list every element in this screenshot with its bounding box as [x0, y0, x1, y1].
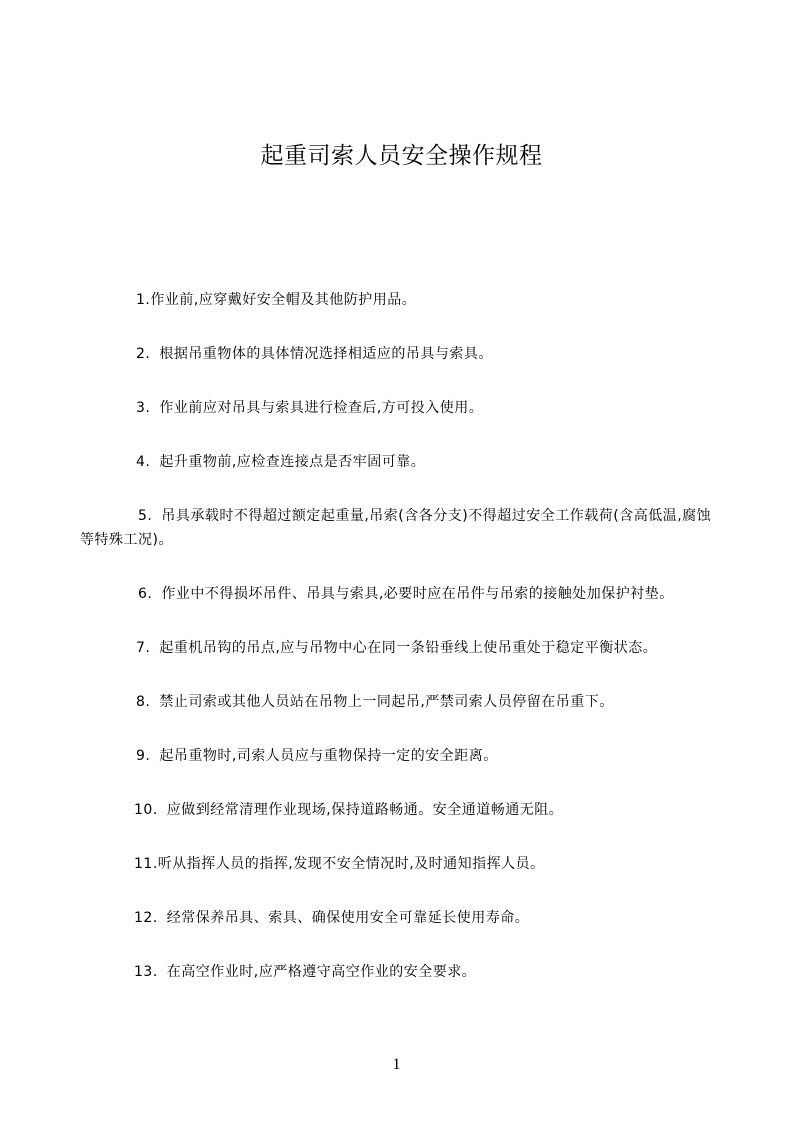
rule-text: 起升重物前,应检查连接点是否牢固可靠。 [159, 454, 426, 470]
rule-number: 13. [134, 964, 158, 980]
rule-number: 3. [136, 400, 151, 416]
rule-item-11 [80, 852, 718, 876]
rule-number: 9. [136, 748, 151, 764]
rule-item-4 [80, 450, 718, 474]
rule-item-10 [80, 798, 718, 822]
page-number: 1 [392, 1056, 401, 1073]
rule-number: 8. [136, 694, 151, 710]
rule-item-8 [80, 690, 718, 714]
rule-text: 根据吊重物体的具体情况选择相适应的吊具与索具。 [159, 346, 493, 362]
rule-item-12 [80, 906, 718, 930]
rule-text: 起吊重物时,司索人员应与重物保持一定的安全距离。 [159, 748, 498, 764]
rule-text: 应做到经常清理作业现场,保持道路畅通。安全通道畅通无阻。 [166, 802, 564, 818]
rule-item-5 [80, 504, 718, 552]
rule-item-6 [80, 582, 718, 606]
rule-number: 11. [134, 856, 158, 872]
rule-text: 经常保养吊具、索具、确保使用安全可靠延长使用寿命。 [166, 910, 530, 926]
rule-number: 4. [136, 454, 151, 470]
rule-text: 吊具承载时不得超过额定起重量,吊索(含各分支)不得超过安全工作载荷(含高低温,腐蚀等特殊工况)。 [80, 508, 712, 548]
document-title: 起重司索人员安全操作规程 [260, 143, 543, 169]
rule-number: 7. [136, 640, 151, 656]
rule-item-9 [80, 744, 718, 768]
rule-text: 作业前应对吊具与索具进行检查后,方可投入使用。 [159, 400, 484, 416]
rule-text: 作业中不得损坏吊件、吊具与索具,必要时应在吊件与吊索的接触处加保护衬垫。 [161, 586, 674, 602]
rule-item-3 [80, 396, 718, 420]
rule-item-2 [80, 342, 718, 366]
rule-text: 禁止司索或其他人员站在吊物上一同起吊,严禁司索人员停留在吊重下。 [159, 694, 614, 710]
rule-item-7 [80, 636, 718, 660]
rule-number: 1. [136, 292, 151, 308]
rule-number: 10. [134, 802, 158, 818]
rule-number: 2. [136, 346, 151, 362]
rule-item-1 [80, 288, 718, 312]
rule-text: 起重机吊钩的吊点,应与吊物中心在同一条铅垂线上使吊重处于稳定平衡状态。 [159, 640, 658, 656]
rules-list [80, 288, 718, 984]
rule-item-13 [80, 960, 718, 984]
rule-number: 6. [138, 586, 153, 602]
rule-text: 作业前,应穿戴好安全帽及其他防护用品。 [150, 292, 417, 308]
rule-text: 在高空作业时,应严格遵守高空作业的安全要求。 [166, 964, 477, 980]
rule-number: 12. [134, 910, 158, 926]
rule-text: 听从指挥人员的指挥,发现不安全情况时,及时通知指挥人员。 [157, 856, 545, 872]
rule-number: 5. [138, 508, 153, 524]
